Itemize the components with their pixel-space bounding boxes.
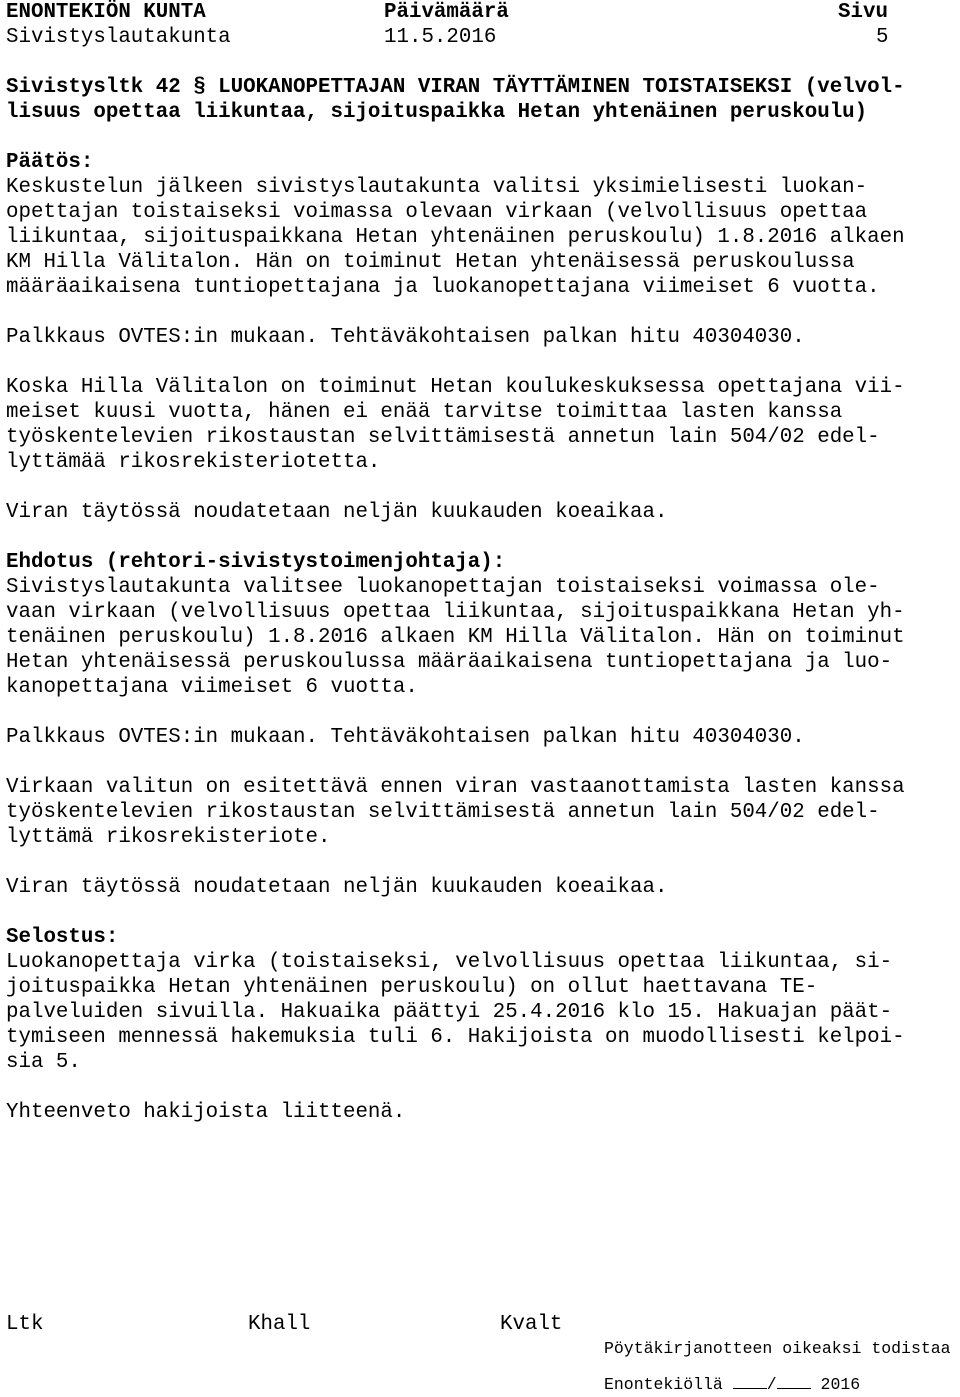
decision-criminal-record: Koska Hilla Välitalon on toiminut Hetan koulukeskuksessa opettajana vii- meiset kuusi vuotta, hänen ei enää tarvitse toimittaa lasten kanssa työskentelevien rikostaustan selvittämisestä annetun lain 504/02 edel- lyttämää rikosrekisteriotetta. [6, 376, 905, 474]
footer-khall: Khall [248, 1313, 311, 1336]
header-row-2 [6, 25, 954, 50]
proposal-salary: Palkkaus OVTES:in mukaan. Tehtäväkohtaisen palkan hitu 40304030. [6, 726, 805, 749]
decision-salary: Palkkaus OVTES:in mukaan. Tehtäväkohtaisen palkan hitu 40304030. [6, 326, 805, 349]
footer-slash: / [766, 1375, 777, 1394]
page-label: Sivu [838, 1, 888, 24]
footer-year: 2016 [820, 1375, 861, 1394]
footer-ltk: Ltk [6, 1313, 44, 1336]
proposal-paragraph: Sivistyslautakunta valitsee luokanopettajan toistaiseksi voimassa ole- vaan virkaan (velvollisuus opettaa liikuntaa, sijoituspaikkana Hetan yh- tenäinen peruskoulu) 1.8.2016 alkaen KM Hilla Välitalon. Hän on toiminut Hetan yhtenäisessä peruskoulussa määräaikaisena tuntiopettajana ja luo- kanopettajana viimeiset 6 vuotta. [6, 576, 905, 699]
meeting-date: 11.5.2016 [384, 26, 497, 49]
board-name: Sivistyslautakunta [6, 26, 231, 49]
proposal-trial-period: Viran täytössä noudatetaan neljän kuukauden koeaikaa. [6, 876, 668, 899]
date-label: Päivämäärä [384, 1, 509, 24]
item-title [6, 75, 954, 125]
footer-place-date [604, 1372, 860, 1397]
decision-heading: Päätös: [6, 151, 94, 174]
footer-place: Enontekiöllä [604, 1375, 723, 1394]
report-heading: Selostus: [6, 926, 119, 949]
report-paragraph: Luokanopettaja virka (toistaiseksi, velvollisuus opettaa liikuntaa, si- joituspaikka Hetan yhtenäinen peruskoulu) on ollut haettavana TE- palveluiden sivuilla. Hakuaika päättyi 25.4.2016 klo 15. Hakuajan päät- tymiseen mennessä hakemuksia tuli 6. Hakijoista on muodollisesti kelpoi- sia 5. [6, 951, 905, 1074]
decision-paragraph: Keskustelun jälkeen sivistyslautakunta valitsi yksimielisesti luokan- opettajan toistaiseksi voimassa olevaan virkaan (velvollisuus opettaa liikuntaa, sijoituspaikkana Hetan yhtenäinen peruskoulu) 1.8.2016 alkaen KM Hilla Välitalon. Hän on toiminut Hetan yhtenäisessä peruskoulussa määräaikaisena tuntiopettajana ja luokanopettajana viimeiset 6 vuotta. [6, 176, 905, 299]
footer-certify: Pöytäkirjanotteen oikeaksi todistaa [604, 1339, 951, 1358]
item-title-line: lisuus opettaa liikuntaa, sijoituspaikka Hetan yhtenäinen peruskoulu) [6, 101, 868, 124]
document-page [6, 0, 954, 1125]
proposal-criminal-record: Virkaan valitun on esitettävä ennen viran vastaanottamista lasten kanssa työskentelevien rikostaustan selvittämisestä annetun lain 504/02 edel- lyttämä rikosrekisteriote. [6, 776, 905, 849]
decision-trial-period: Viran täytössä noudatetaan neljän kuukauden koeaikaa. [6, 501, 668, 524]
page-number: 5 [876, 26, 889, 49]
report-attachment-note: Yhteenveto hakijoista liitteenä. [6, 1101, 406, 1124]
footer-month-blank [777, 1372, 811, 1389]
item-title-line: Sivistysltk 42 § LUOKANOPETTAJAN VIRAN TÄYTTÄMINEN TOISTAISEKSI (velvol- [6, 76, 905, 99]
footer [6, 1308, 954, 1393]
footer-day-blank [733, 1372, 767, 1389]
footer-kvalt: Kvalt [500, 1313, 563, 1336]
header-row-1 [6, 0, 954, 25]
proposal-heading: Ehdotus (rehtori-sivistystoimenjohtaja): [6, 551, 506, 574]
org-name: ENONTEKIÖN KUNTA [6, 1, 206, 24]
